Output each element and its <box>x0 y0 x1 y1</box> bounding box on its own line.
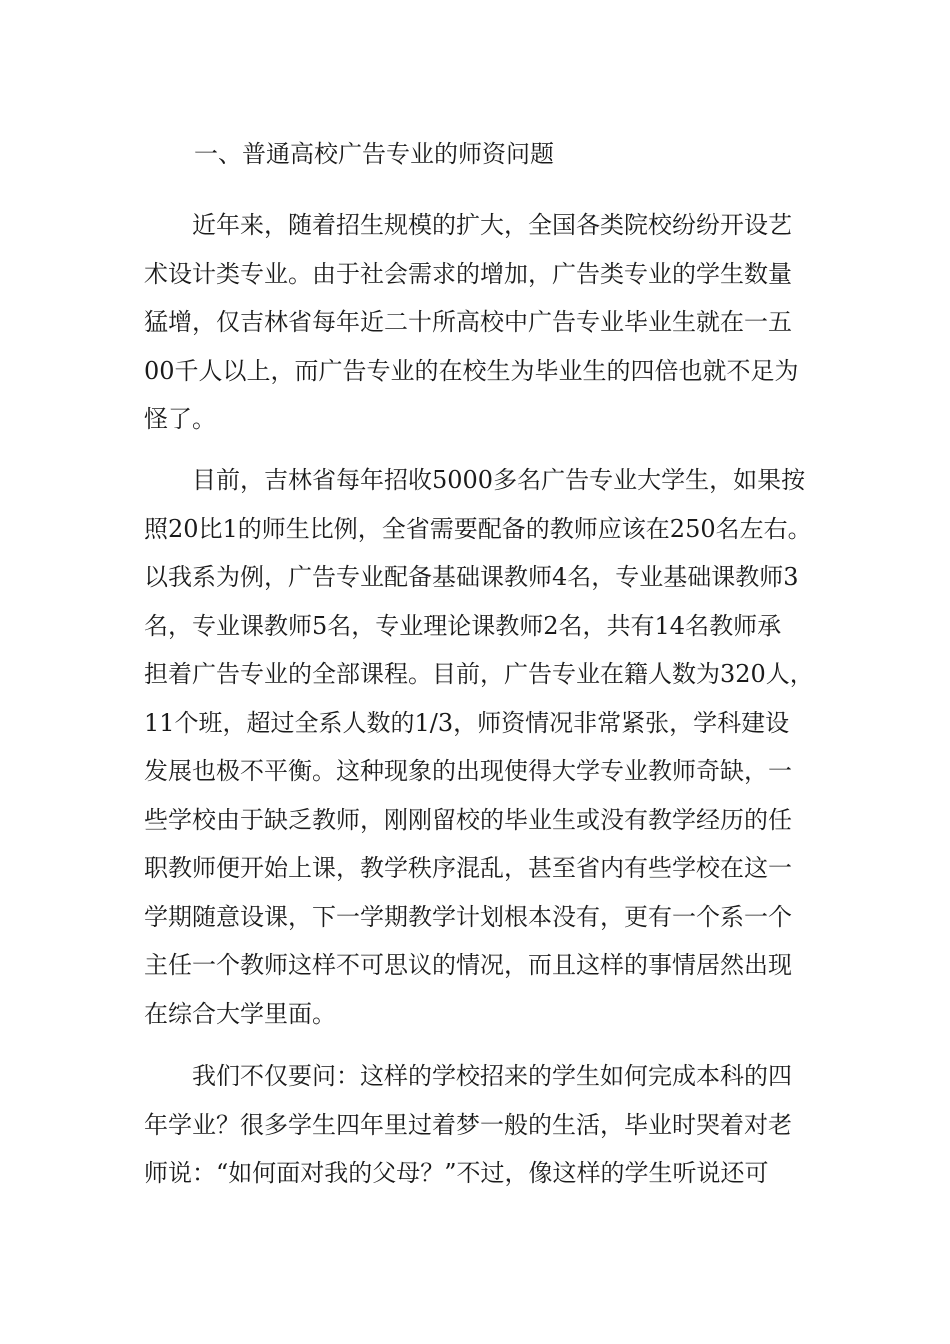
paragraph-1 <box>144 201 812 444</box>
paragraph-line: 照20比1的师生比例，全省需要配备的教师应该在250名左右。 <box>144 514 812 543</box>
paragraph-line: 术设计类专业。由于社会需求的增加，广告类专业的学生数量 <box>144 259 792 288</box>
paragraph-3 <box>144 1052 812 1198</box>
paragraph-line: 00千人以上，而广告专业的在校生为毕业生的四倍也就不足为 <box>144 356 799 385</box>
paragraph-line: 师说：“如何面对我的父母？”不过，像这样的学生听说还可 <box>144 1159 769 1187</box>
paragraph-line: 近年来，随着招生规模的扩大，全国各类院校纷纷开设艺 <box>192 211 792 239</box>
paragraph-line: 11个班，超过全系人数的1/3，师资情况非常紧张，学科建设 <box>144 708 790 737</box>
paragraph-line: 怪了。 <box>144 405 216 433</box>
paragraph-line: 目前，吉林省每年招收5000多名广告专业大学生，如果按 <box>192 466 806 494</box>
paragraph-line: 在综合大学里面。 <box>144 999 336 1028</box>
paragraph-line: 名，专业课教师5名，专业理论课教师2名，共有14名教师承 <box>144 611 782 640</box>
paragraph-line: 职教师便开始上课，教学秩序混乱，甚至省内有些学校在这一 <box>144 854 792 882</box>
paragraph-line: 以我系为例，广告专业配备基础课教师4名，专业基础课教师3 <box>144 563 799 591</box>
paragraph-line: 猛增，仅吉林省每年近二十所高校中广告专业毕业生就在一五 <box>144 308 792 336</box>
paragraph-line: 学期随意设课，下一学期教学计划根本没有，更有一个系一个 <box>144 902 792 931</box>
paragraph-line: 年学业？很多学生四年里过着梦一般的生活，毕业时哭着对老 <box>144 1110 792 1139</box>
paragraph-line: 担着广告专业的全部课程。目前，广告专业在籍人数为320人， <box>144 660 814 688</box>
paragraph-line: 些学校由于缺乏教师，刚刚留校的毕业生或没有教学经历的任 <box>144 805 792 834</box>
paragraph-line: 发展也极不平衡。这种现象的出现使得大学专业教师奇缺，一 <box>144 757 792 785</box>
paragraph-line: 主任一个教师这样不可思议的情况，而且这样的事情居然出现 <box>144 951 792 979</box>
paragraph-2 <box>144 456 812 1038</box>
section-heading: 一、普通高校广告专业的师资问题 <box>194 140 554 168</box>
paragraph-line: 我们不仅要问：这样的学校招来的学生如何完成本科的四 <box>192 1062 792 1090</box>
